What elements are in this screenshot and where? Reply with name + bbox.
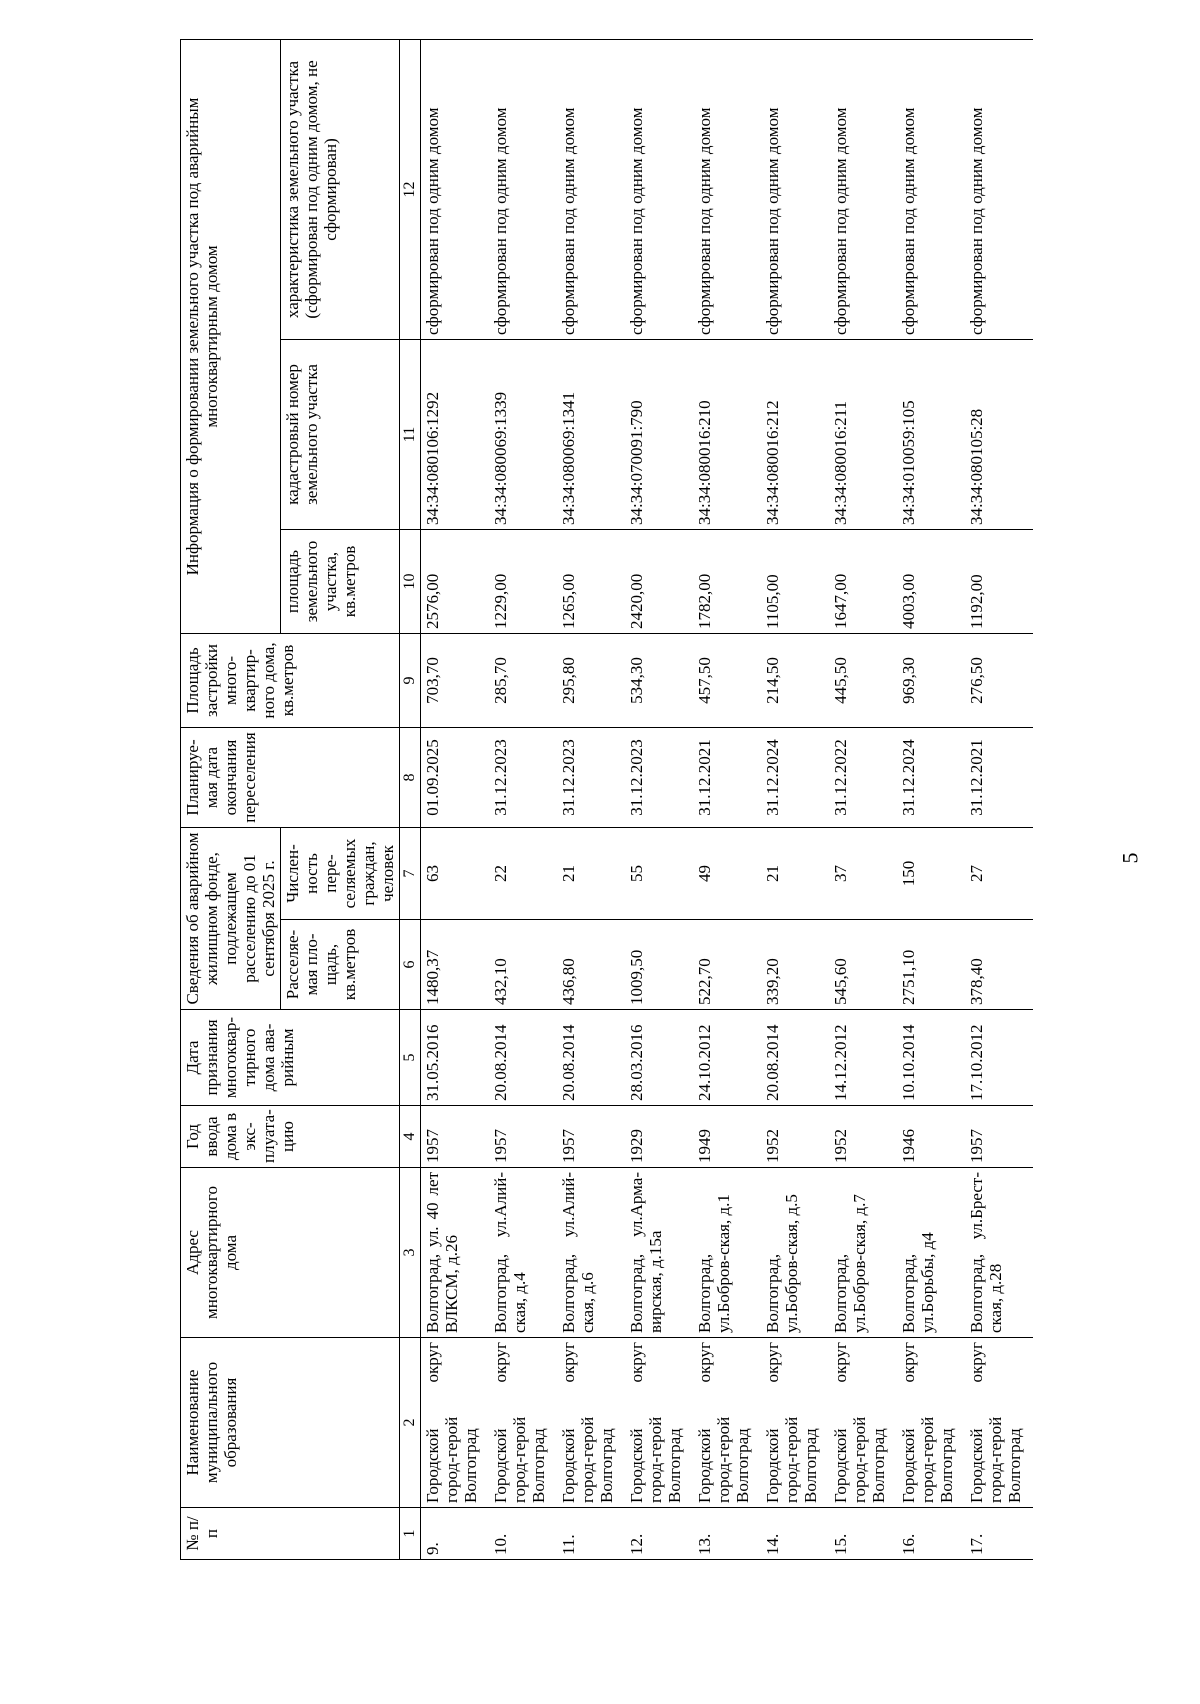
land-characteristic-cell: сформирован под одним домом [421, 39, 490, 339]
municipality-cell: Городской округ город-герой Волгоград [965, 1338, 1033, 1508]
land-characteristic-cell: сформирован под одним домом [897, 39, 965, 339]
cadastral-number-cell: 34:34:070091:790 [625, 340, 693, 530]
municipality-cell: Городской округ город-герой Волгоград [829, 1338, 897, 1508]
col-num: 6 [400, 920, 421, 1010]
address-cell: Волгоград, ул.Бобров-ская, д.1 [693, 1168, 761, 1338]
col-num: 4 [400, 1106, 421, 1168]
building-area-cell: 295,80 [557, 634, 625, 728]
col-num: 8 [400, 728, 421, 828]
rotated-table-container [180, 40, 1080, 1560]
address-cell: Волгоград, ул. 40 лет ВЛКСМ, д.26 [421, 1168, 490, 1338]
land-area-cell: 4003,00 [897, 530, 965, 634]
table-row [897, 39, 965, 1559]
col-num: 3 [400, 1168, 421, 1338]
cadastral-number-cell: 34:34:080106:1292 [421, 340, 490, 530]
municipality-cell: Городской округ город-герой Волгоград [625, 1338, 693, 1508]
header-recognition-date: Дата признания многоквар-тирного дома ава-рийным [181, 1010, 400, 1106]
land-characteristic-cell: сформирован под одним домом [965, 39, 1033, 339]
col-num: 11 [400, 340, 421, 530]
header-planned-date: Планируе-мая дата окончания переселения [181, 728, 400, 828]
building-area-cell: 276,50 [965, 634, 1033, 728]
land-area-cell: 2420,00 [625, 530, 693, 634]
address-cell: Волгоград, ул.Алий-ская, д.4 [489, 1168, 557, 1338]
resettled-area-cell: 1009,50 [625, 920, 693, 1010]
row-number: 13. [693, 1508, 761, 1560]
planned-date-cell: 31.12.2021 [965, 728, 1033, 828]
cadastral-number-cell: 34:34:080016:210 [693, 340, 761, 530]
recognition-date-cell: 20.08.2014 [489, 1010, 557, 1106]
row-number: 17. [965, 1508, 1033, 1560]
resettlement-table [180, 39, 1033, 1560]
col-num: 9 [400, 634, 421, 728]
land-characteristic-cell: сформирован под одним домом [829, 39, 897, 339]
planned-date-cell: 01.09.2025 [421, 728, 490, 828]
recognition-date-cell: 28.03.2016 [625, 1010, 693, 1106]
col-num: 5 [400, 1010, 421, 1106]
header-emergency-fund: Сведения об аварийном жилищном фонде, подлежащем расселению до 01 сентября 2025 г. [181, 828, 281, 1010]
recognition-date-cell: 14.12.2012 [829, 1010, 897, 1106]
land-characteristic-cell: сформирован под одним домом [625, 39, 693, 339]
row-number: 9. [421, 1508, 490, 1560]
address-cell: Волгоград, ул.Алий-ская, д.6 [557, 1168, 625, 1338]
resettled-area-cell: 339,20 [761, 920, 829, 1010]
land-area-cell: 1192,00 [965, 530, 1033, 634]
address-cell: Волгоград, ул.Бобров-ская, д.5 [761, 1168, 829, 1338]
header-number: № п/п [181, 1508, 400, 1560]
planned-date-cell: 31.12.2024 [761, 728, 829, 828]
recognition-date-cell: 17.10.2012 [965, 1010, 1033, 1106]
recognition-date-cell: 20.08.2014 [761, 1010, 829, 1106]
cadastral-number-cell: 34:34:010059:105 [897, 340, 965, 530]
resettled-area-cell: 545,60 [829, 920, 897, 1010]
municipality-cell: Городской округ город-герой Волгоград [761, 1338, 829, 1508]
land-area-cell: 1647,00 [829, 530, 897, 634]
land-area-cell: 1782,00 [693, 530, 761, 634]
year-cell: 1957 [489, 1106, 557, 1168]
header-year: Год ввода дома в экс-плуата-цию [181, 1106, 400, 1168]
resettled-area-cell: 378,40 [965, 920, 1033, 1010]
land-characteristic-cell: сформирован под одним домом [557, 39, 625, 339]
land-area-cell: 1265,00 [557, 530, 625, 634]
col-num: 12 [400, 39, 421, 339]
municipality-cell: Городской округ город-герой Волгоград [489, 1338, 557, 1508]
header-municipality: Наименование муниципального образования [181, 1338, 400, 1508]
planned-date-cell: 31.12.2023 [557, 728, 625, 828]
col-num: 2 [400, 1338, 421, 1508]
cadastral-number-cell: 34:34:080069:1341 [557, 340, 625, 530]
resettled-area-cell: 1480,37 [421, 920, 490, 1010]
cadastral-number-cell: 34:34:080016:212 [761, 340, 829, 530]
table-row [625, 39, 693, 1559]
table-row [829, 39, 897, 1559]
table-row [421, 39, 490, 1559]
municipality-cell: Городской округ город-герой Волгоград [557, 1338, 625, 1508]
col-num: 7 [400, 828, 421, 920]
building-area-cell: 969,30 [897, 634, 965, 728]
resettled-area-cell: 432,10 [489, 920, 557, 1010]
cadastral-number-cell: 34:34:080016:211 [829, 340, 897, 530]
municipality-cell: Городской округ город-герой Волгоград [693, 1338, 761, 1508]
year-cell: 1952 [761, 1106, 829, 1168]
planned-date-cell: 31.12.2022 [829, 728, 897, 828]
building-area-cell: 534,30 [625, 634, 693, 728]
building-area-cell: 703,70 [421, 634, 490, 728]
year-cell: 1946 [897, 1106, 965, 1168]
cadastral-number-cell: 34:34:080105:28 [965, 340, 1033, 530]
header-land-area: площадь земельного участка, кв.метров [281, 530, 400, 634]
table-row [761, 39, 829, 1559]
header-land-characteristic: характеристика земельного участка (сформирован под одним домом, не сформирован) [281, 39, 400, 339]
year-cell: 1952 [829, 1106, 897, 1168]
table-row [489, 39, 557, 1559]
recognition-date-cell: 31.05.2016 [421, 1010, 490, 1106]
year-cell: 1957 [557, 1106, 625, 1168]
row-number: 11. [557, 1508, 625, 1560]
header-cadastral: кадастровый номер земельного участка [281, 340, 400, 530]
recognition-date-cell: 10.10.2014 [897, 1010, 965, 1106]
address-cell: Волгоград, ул.Бобров-ская, д.7 [829, 1168, 897, 1338]
resettled-area-cell: 2751,10 [897, 920, 965, 1010]
year-cell: 1957 [421, 1106, 490, 1168]
header-land-info: Информация о формировании земельного участка под аварийным многоквартирным домом [181, 39, 281, 633]
municipality-cell: Городской округ город-герой Волгоград [897, 1338, 965, 1508]
people-cell: 55 [625, 828, 693, 920]
building-area-cell: 445,50 [829, 634, 897, 728]
recognition-date-cell: 20.08.2014 [557, 1010, 625, 1106]
table-body [421, 39, 1034, 1559]
row-number: 14. [761, 1508, 829, 1560]
header-row-1 [181, 39, 281, 1559]
planned-date-cell: 31.12.2024 [897, 728, 965, 828]
header-people: Числен-ность пере-селяемых граждан, человек [281, 828, 400, 920]
column-number-row [400, 39, 421, 1559]
planned-date-cell: 31.12.2021 [693, 728, 761, 828]
address-cell: Волгоград, ул.Борьбы, д4 [897, 1168, 965, 1338]
planned-date-cell: 31.12.2023 [489, 728, 557, 828]
people-cell: 27 [965, 828, 1033, 920]
people-cell: 63 [421, 828, 490, 920]
table-row [693, 39, 761, 1559]
building-area-cell: 214,50 [761, 634, 829, 728]
building-area-cell: 285,70 [489, 634, 557, 728]
people-cell: 49 [693, 828, 761, 920]
year-cell: 1957 [965, 1106, 1033, 1168]
row-number: 15. [829, 1508, 897, 1560]
land-area-cell: 1105,00 [761, 530, 829, 634]
header-address: Адрес многоквартирного дома [181, 1168, 400, 1338]
header-building-area: Площадь застройки много-квартир-ного дома, кв.метров [181, 634, 400, 728]
year-cell: 1929 [625, 1106, 693, 1168]
row-number: 10. [489, 1508, 557, 1560]
table-row [557, 39, 625, 1559]
land-characteristic-cell: сформирован под одним домом [489, 39, 557, 339]
row-number: 16. [897, 1508, 965, 1560]
resettled-area-cell: 522,70 [693, 920, 761, 1010]
col-num: 1 [400, 1508, 421, 1560]
building-area-cell: 457,50 [693, 634, 761, 728]
row-number: 12. [625, 1508, 693, 1560]
land-characteristic-cell: сформирован под одним домом [761, 39, 829, 339]
land-area-cell: 2576,00 [421, 530, 490, 634]
address-cell: Волгоград, ул.Арма-вирская, д.15а [625, 1168, 693, 1338]
people-cell: 22 [489, 828, 557, 920]
land-area-cell: 1229,00 [489, 530, 557, 634]
people-cell: 21 [761, 828, 829, 920]
resettled-area-cell: 436,80 [557, 920, 625, 1010]
header-resettled-area: Расселяе-мая пло-щадь, кв.метров [281, 920, 400, 1010]
municipality-cell: Городской округ город-герой Волгоград [421, 1338, 490, 1508]
col-num: 10 [400, 530, 421, 634]
address-cell: Волгоград, ул.Брест-ская, д.28 [965, 1168, 1033, 1338]
year-cell: 1949 [693, 1106, 761, 1168]
page-number: 5 [1117, 852, 1143, 864]
people-cell: 150 [897, 828, 965, 920]
people-cell: 21 [557, 828, 625, 920]
table-row [965, 39, 1033, 1559]
planned-date-cell: 31.12.2023 [625, 728, 693, 828]
land-characteristic-cell: сформирован под одним домом [693, 39, 761, 339]
recognition-date-cell: 24.10.2012 [693, 1010, 761, 1106]
people-cell: 37 [829, 828, 897, 920]
cadastral-number-cell: 34:34:080069:1339 [489, 340, 557, 530]
